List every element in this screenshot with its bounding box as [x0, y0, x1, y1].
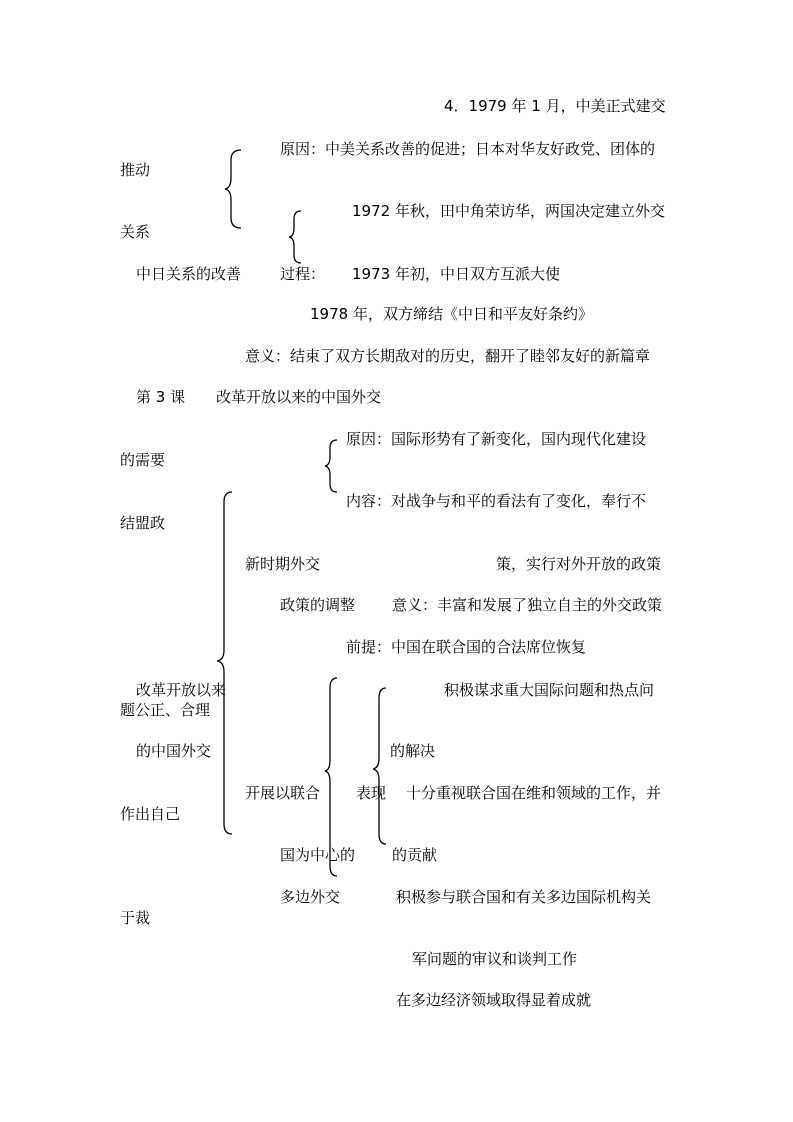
- wrap-contrib: 作出自己: [120, 805, 181, 823]
- brace-reason-content: [325, 440, 337, 492]
- brace-manifest: [373, 688, 386, 844]
- policy-adjust: 政策的调整: [280, 596, 356, 614]
- manifest-label: 表现: [356, 784, 387, 802]
- content-wrap: 结盟政: [120, 514, 166, 532]
- event-1972: 1972 年秋，田中角荣访华，两国决定建立外交: [352, 202, 665, 220]
- wrap-disarm: 于裁: [120, 909, 151, 927]
- un-center-1: 开展以联合: [245, 784, 321, 802]
- reason-wrap: 的需要: [120, 451, 166, 469]
- brace-process-events: [289, 211, 301, 263]
- multilateral-diplomacy: 多边外交: [280, 888, 341, 906]
- significance-line: 意义：结束了双方长期敌对的历史，翻开了睦邻友好的新篇章: [245, 347, 651, 365]
- event-1978: 1978 年，双方缔结《中日和平友好条约》: [310, 305, 593, 323]
- new-era-diplomacy: 新时期外交: [245, 555, 321, 573]
- brace-cause-process: [225, 150, 241, 228]
- resolve-line: 的解决: [390, 742, 436, 760]
- wrap-guanxi: 关系: [120, 223, 151, 241]
- lesson-title: 改革开放以来的中国外交: [216, 388, 382, 406]
- wrap-fair: 题公正、合理: [120, 701, 211, 719]
- event-1973: 1973 年初，中日双方互派大使: [352, 265, 560, 283]
- hot-issues-line: 积极谋求重大国际问题和热点问: [444, 681, 655, 699]
- contribution-line: 的贡献: [392, 846, 438, 864]
- content-line: 内容：对战争与和平的看法有了变化，奉行不: [346, 492, 647, 510]
- policy-meaning: 意义：丰富和发展了独立自主的外交政策: [392, 596, 663, 614]
- disarm-tail: 军问题的审议和谈判工作: [412, 950, 578, 968]
- topic-sino-japan: 中日关系的改善: [136, 265, 242, 283]
- section4-heading: 4．1979 年 1 月，中美正式建交: [444, 97, 666, 115]
- brace-main-lesson3: [217, 492, 232, 834]
- premise-line: 前提：中国在联合国的合法席位恢复: [346, 638, 587, 656]
- policy-tail: 策，实行对外开放的政策: [496, 555, 662, 573]
- main-topic-2: 的中国外交: [136, 742, 212, 760]
- un-center-2: 国为中心的: [280, 846, 356, 864]
- cause-wrap: 推动: [120, 161, 151, 179]
- main-topic-1: 改革开放以来: [136, 681, 227, 699]
- lesson-number: 第 3 课: [136, 388, 186, 406]
- economic-line: 在多边经济领域取得显着成就: [396, 991, 592, 1009]
- peacekeeping-line: 十分重视联合国在维和领域的工作，并: [406, 784, 662, 802]
- cause-line: 原因：中美关系改善的促进；日本对华友好政党、团体的: [280, 140, 656, 158]
- process-label: 过程：: [280, 265, 326, 283]
- reason-line: 原因：国际形势有了新变化，国内现代化建设: [346, 430, 647, 448]
- disarm-line: 积极参与联合国和有关多边国际机构关: [396, 888, 652, 906]
